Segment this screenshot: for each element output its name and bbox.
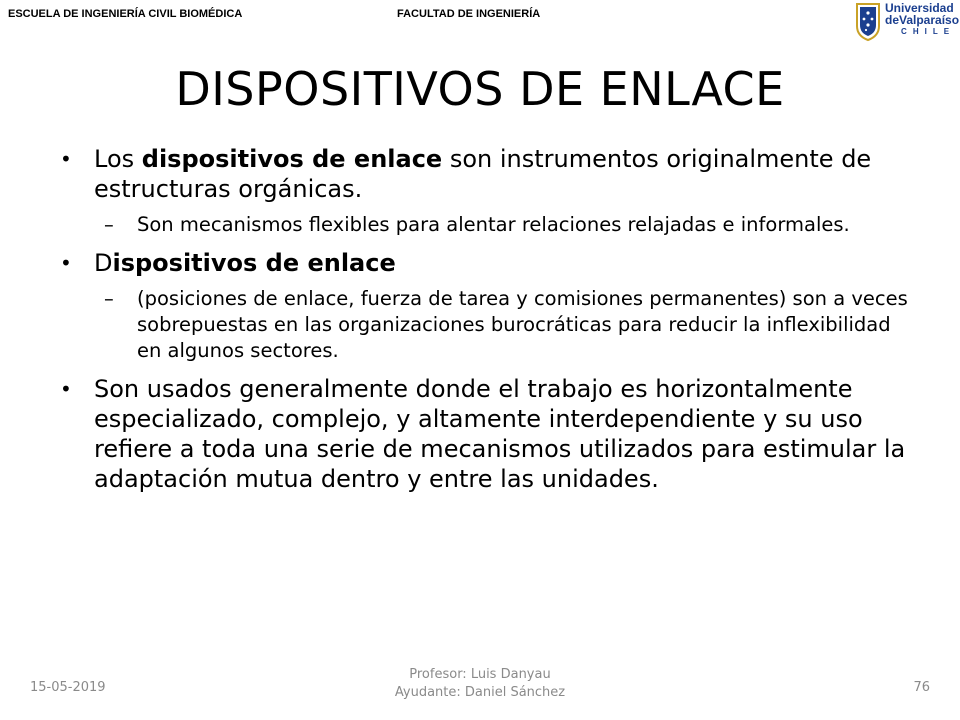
footer-credits <box>330 666 630 702</box>
bullet-1-post: son instrumentos originalmente de estructuras orgánicas. <box>94 145 872 203</box>
footer-date: 15-05-2019 <box>30 680 106 695</box>
logo-line-valparaiso: deValparaíso <box>885 13 960 27</box>
sub-bullet-item-1 <box>60 212 920 238</box>
logo-line-universidad: Universidad <box>885 1 954 15</box>
sub-bullet-1-text: Son mecanismos flexibles para alentar relaciones relajadas e informales. <box>137 213 850 236</box>
footer-professor: Profesor: Luis Danyau <box>409 667 551 682</box>
header-faculty-name: FACULTAD DE INGENIERÍA <box>397 8 541 20</box>
bullet-item-1 <box>60 144 920 204</box>
university-logo-text <box>885 2 959 38</box>
bullet-item-3 <box>60 374 920 494</box>
slide-title: DISPOSITIVOS DE ENLACE <box>175 62 785 116</box>
sub-bullet-2-text: (posiciones de enlace, fuerza de tarea y comisiones permanentes) son a veces sobrepuestas en las organizaciones burocráticas para reducir la inflexibilidad en algunos sectores. <box>137 287 908 362</box>
dash-icon: – <box>104 213 114 236</box>
dash-icon: – <box>104 287 114 310</box>
slide-body <box>60 144 920 502</box>
bullet-2-bold: ispositivos de enlace <box>112 249 396 277</box>
footer-assistant: Ayudante: Daniel Sánchez <box>394 685 566 700</box>
sub-bullet-item-2 <box>60 286 920 364</box>
logo-line-chile: CHILE <box>901 27 956 36</box>
bullet-3-text: Son usados generalmente donde el trabajo es horizontalmente especializado, complejo, y altamente interdependiente y su uso refiere a toda una serie de mecanismos utilizados para estimular la adaptación mutua dentro y entre las unidades. <box>94 375 906 493</box>
bullet-2-pre: D <box>94 249 113 277</box>
bullet-1-bold: dispositivos de enlace <box>141 145 443 173</box>
bullet-1-pre: Los <box>94 145 142 173</box>
header-school-name: ESCUELA DE INGENIERÍA CIVIL BIOMÉDICA <box>8 8 243 20</box>
bullet-icon: • <box>60 251 72 275</box>
university-logo <box>855 1 960 44</box>
page-number: 76 <box>913 680 930 695</box>
university-shield-icon <box>855 2 881 42</box>
bullet-icon: • <box>60 147 72 171</box>
bullet-item-2 <box>60 248 920 278</box>
bullet-icon: • <box>60 377 72 401</box>
